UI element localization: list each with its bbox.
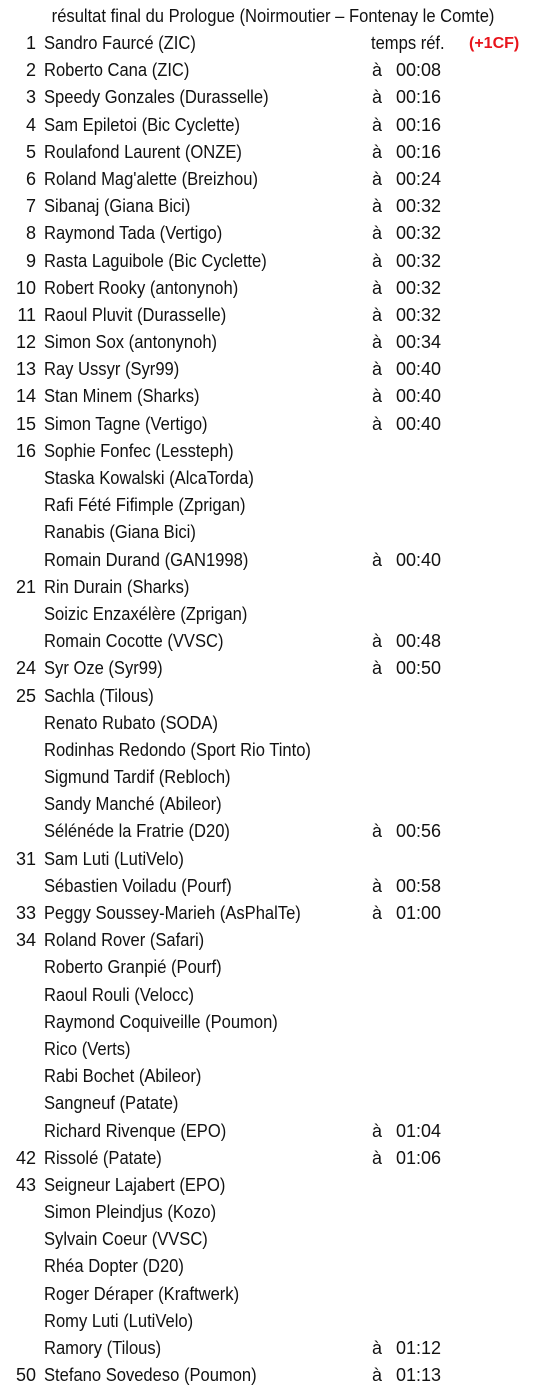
- result-row: [0, 465, 547, 492]
- rider-name: Sam Luti (LutiVelo): [44, 848, 184, 869]
- gap-prefix: à: [372, 1338, 383, 1358]
- result-row: [0, 982, 547, 1009]
- gap-prefix: à: [372, 658, 383, 679]
- time-gap: 00:40: [396, 413, 442, 434]
- rider-name: Sylvain Coeur (VVSC): [44, 1229, 208, 1250]
- rider-name: Stefano Sovedeso (Poumon): [44, 1365, 257, 1386]
- gap-prefix: à: [372, 386, 383, 407]
- rank-number: 7: [25, 196, 36, 217]
- rank-number: 21: [15, 576, 36, 597]
- rider-name: Rico (Verts): [44, 1038, 131, 1059]
- rank-number: 11: [17, 304, 36, 325]
- rider-name: Syr Oze (Syr99): [44, 658, 163, 679]
- rank-number: 6: [25, 168, 36, 189]
- result-row: [0, 220, 547, 247]
- result-row: [0, 302, 547, 329]
- gap-prefix: à: [372, 821, 383, 842]
- rank-number: 43: [15, 1174, 36, 1195]
- rank-number: 14: [15, 386, 36, 407]
- rider-name: Rhéa Dopter (D20): [44, 1256, 184, 1277]
- rider-name: Rissolé (Patate): [44, 1147, 162, 1168]
- rank-number: 9: [25, 250, 36, 271]
- rider-name: Rafi Fété Fifimple (Zprigan): [44, 495, 246, 516]
- result-row: [0, 1199, 547, 1226]
- gap-prefix: à: [372, 223, 383, 244]
- rider-name: Sam Epiletoi (Bic Cyclette): [44, 114, 241, 135]
- rank-number: 15: [15, 413, 36, 434]
- gap-prefix: à: [372, 1147, 383, 1168]
- gap-prefix: à: [372, 1120, 383, 1141]
- rider-name: Raymond Coquiveille (Poumon): [44, 1011, 278, 1032]
- rider-name: Roberto Cana (ZIC): [44, 60, 190, 81]
- rider-name: Seigneur Lajabert (EPO): [44, 1174, 226, 1195]
- rank-number: 50: [15, 1365, 36, 1386]
- rider-name: Rasta Laguibole (Bic Cyclette): [44, 250, 267, 271]
- gap-prefix: à: [372, 277, 383, 298]
- time-gap: 00:56: [396, 821, 442, 842]
- result-row: [0, 1308, 547, 1335]
- result-row: [0, 683, 547, 710]
- rank-number: 12: [15, 332, 36, 353]
- result-row: [0, 438, 547, 465]
- result-row: [0, 737, 547, 764]
- rank-number: 42: [15, 1147, 36, 1168]
- result-row: [0, 791, 547, 818]
- result-row: [0, 492, 547, 519]
- time-gap: 00:32: [396, 304, 442, 325]
- time-gap: 00:32: [396, 223, 442, 244]
- result-row: [0, 873, 547, 900]
- result-row: [0, 1118, 547, 1145]
- rider-name: Roland Mag'alette (Breizhou): [44, 168, 258, 189]
- result-row: [0, 1172, 547, 1199]
- time-gap: 00:48: [396, 631, 442, 652]
- time-gap: 00:32: [396, 277, 442, 298]
- result-row: [0, 1362, 547, 1389]
- result-row: [0, 846, 547, 873]
- rider-name: Sachla (Tilous): [44, 685, 154, 706]
- gap-prefix: à: [372, 114, 383, 135]
- gap-prefix: à: [372, 1365, 383, 1386]
- rider-name: Sophie Fonfec (Lessteph): [44, 440, 234, 461]
- result-row: [0, 655, 547, 682]
- rank-number: 10: [15, 277, 36, 298]
- result-row: [0, 710, 547, 737]
- rider-name: Soizic Enzaxélère (Zprigan): [44, 603, 248, 624]
- result-row: [0, 84, 547, 111]
- result-row: [0, 30, 547, 57]
- rider-name: Robert Rooky (antonynoh): [44, 277, 239, 298]
- gap-prefix: à: [372, 413, 383, 434]
- rider-name: Speedy Gonzales (Durasselle): [44, 87, 269, 108]
- rider-name: Ramory (Tilous): [44, 1338, 162, 1358]
- result-row: [0, 1281, 547, 1308]
- result-row: [0, 411, 547, 438]
- gap-prefix: à: [372, 141, 383, 162]
- gap-prefix: à: [372, 168, 383, 189]
- result-row: [0, 1145, 547, 1172]
- rider-name: Rodinhas Redondo (Sport Rio Tinto): [44, 739, 311, 760]
- rider-name: Sandro Faurcé (ZIC): [44, 33, 196, 53]
- rider-name: Ray Ussyr (Syr99): [44, 359, 180, 380]
- rank-number: 33: [15, 903, 36, 923]
- gap-prefix: à: [372, 196, 383, 217]
- time-gap: 00:58: [396, 875, 442, 896]
- rank-number: 31: [15, 848, 36, 869]
- gap-prefix: à: [372, 359, 383, 380]
- gap-prefix: à: [372, 875, 383, 896]
- result-row: [0, 166, 547, 193]
- result-row: [0, 954, 547, 981]
- gap-prefix: à: [372, 304, 383, 325]
- result-row: [0, 1253, 547, 1280]
- result-row: [0, 57, 547, 84]
- gap-prefix: à: [372, 631, 383, 652]
- rider-name: Simon Pleindjus (Kozo): [44, 1202, 217, 1223]
- rank-number: 1: [25, 33, 36, 53]
- page-title: résultat final du Prologue (Noirmoutier – Fontenay le Comte): [51, 6, 495, 26]
- result-row: [0, 574, 547, 601]
- rank-number: 2: [25, 60, 36, 81]
- time-gap: 00:24: [396, 168, 442, 189]
- time-gap: 00:16: [396, 114, 442, 135]
- result-row: [0, 1335, 547, 1362]
- rider-name: Rabi Bochet (Abileor): [44, 1066, 202, 1087]
- rider-name: Romain Durand (GAN1998): [44, 549, 249, 570]
- result-row: [0, 547, 547, 574]
- time-gap: 01:00: [396, 903, 442, 923]
- result-row: [0, 927, 547, 954]
- result-row: [0, 1090, 547, 1117]
- gap-prefix: à: [372, 250, 383, 271]
- result-row: [0, 139, 547, 166]
- reference-time: temps réf.: [371, 33, 445, 53]
- rider-name: Peggy Soussey-Marieh (AsPhalTe): [44, 903, 301, 923]
- rank-number: 24: [15, 658, 36, 679]
- time-gap: 01:12: [396, 1338, 442, 1358]
- rank-number: 25: [15, 685, 36, 706]
- rider-name: Stan Minem (Sharks): [44, 386, 200, 407]
- rank-number: 13: [15, 359, 36, 380]
- rider-name: Richard Rivenque (EPO): [44, 1120, 227, 1141]
- result-row: [0, 193, 547, 220]
- time-gap: 01:04: [396, 1120, 442, 1141]
- result-row: [0, 1063, 547, 1090]
- rider-name: Simon Tagne (Vertigo): [44, 413, 208, 434]
- results-list: [0, 30, 547, 1389]
- rider-name: Simon Sox (antonynoh): [44, 332, 218, 353]
- rank-number: 8: [25, 223, 36, 244]
- rider-name: Sébastien Voiladu (Pourf): [44, 875, 232, 896]
- time-gap: 00:08: [396, 60, 442, 81]
- result-row: [0, 519, 547, 546]
- rider-name: Ranabis (Giana Bici): [44, 522, 196, 543]
- rider-name: Sibanaj (Giana Bici): [44, 196, 191, 217]
- rider-name: Roberto Granpié (Pourf): [44, 957, 222, 978]
- rank-number: 5: [25, 141, 36, 162]
- result-row: [0, 818, 547, 845]
- result-row: [0, 112, 547, 139]
- rider-name: Raymond Tada (Vertigo): [44, 223, 223, 244]
- rider-name: Sandy Manché (Abileor): [44, 794, 222, 815]
- rider-name: Romain Cocotte (VVSC): [44, 631, 224, 652]
- result-row: [0, 383, 547, 410]
- rider-name: Renato Rubato (SODA): [44, 712, 218, 733]
- rider-name: Staska Kowalski (AlcaTorda): [44, 468, 254, 488]
- time-gap: 00:32: [396, 250, 442, 271]
- time-gap: 01:13: [396, 1365, 442, 1386]
- result-row: [0, 764, 547, 791]
- rider-name: Rin Durain (Sharks): [44, 576, 190, 597]
- rank-number: 4: [25, 114, 36, 135]
- time-gap: 00:16: [396, 87, 442, 108]
- time-gap: 00:34: [396, 332, 442, 353]
- rider-name: Roland Rover (Safari): [44, 930, 205, 951]
- gap-prefix: à: [372, 60, 383, 81]
- time-gap: 00:50: [396, 658, 442, 679]
- rank-number: 16: [15, 440, 36, 461]
- gap-prefix: à: [372, 332, 383, 353]
- result-row: [0, 1009, 547, 1036]
- rider-name: Sangneuf (Patate): [44, 1093, 179, 1114]
- result-row: [0, 329, 547, 356]
- time-gap: 01:06: [396, 1147, 442, 1168]
- result-row: [0, 601, 547, 628]
- result-row: [0, 1226, 547, 1253]
- result-row: [0, 275, 547, 302]
- gap-prefix: à: [372, 87, 383, 108]
- result-row: [0, 900, 547, 927]
- time-gap: 00:16: [396, 141, 442, 162]
- rank-number: 34: [15, 930, 36, 951]
- result-row: [0, 1036, 547, 1063]
- result-row: [0, 628, 547, 655]
- gap-prefix: à: [372, 549, 383, 570]
- rider-name: Raoul Pluvit (Durasselle): [44, 304, 227, 325]
- rider-name: Roulafond Laurent (ONZE): [44, 141, 242, 162]
- result-row: [0, 248, 547, 275]
- time-gap: 00:40: [396, 386, 442, 407]
- result-row: [0, 356, 547, 383]
- time-gap: 00:40: [396, 359, 442, 380]
- gap-prefix: à: [372, 903, 383, 923]
- rider-name: Roger Déraper (Kraftwerk): [44, 1283, 240, 1304]
- rider-name: Sigmund Tardif (Rebloch): [44, 767, 231, 788]
- time-gap: 00:32: [396, 196, 442, 217]
- rider-name: Raoul Rouli (Velocc): [44, 984, 195, 1005]
- bonus-badge: (+1CF): [469, 35, 520, 52]
- time-gap: 00:40: [396, 549, 442, 570]
- rank-number: 3: [25, 87, 36, 108]
- rider-name: Romy Luti (LutiVelo): [44, 1310, 194, 1331]
- rider-name: Sélénéde la Fratrie (D20): [44, 821, 230, 842]
